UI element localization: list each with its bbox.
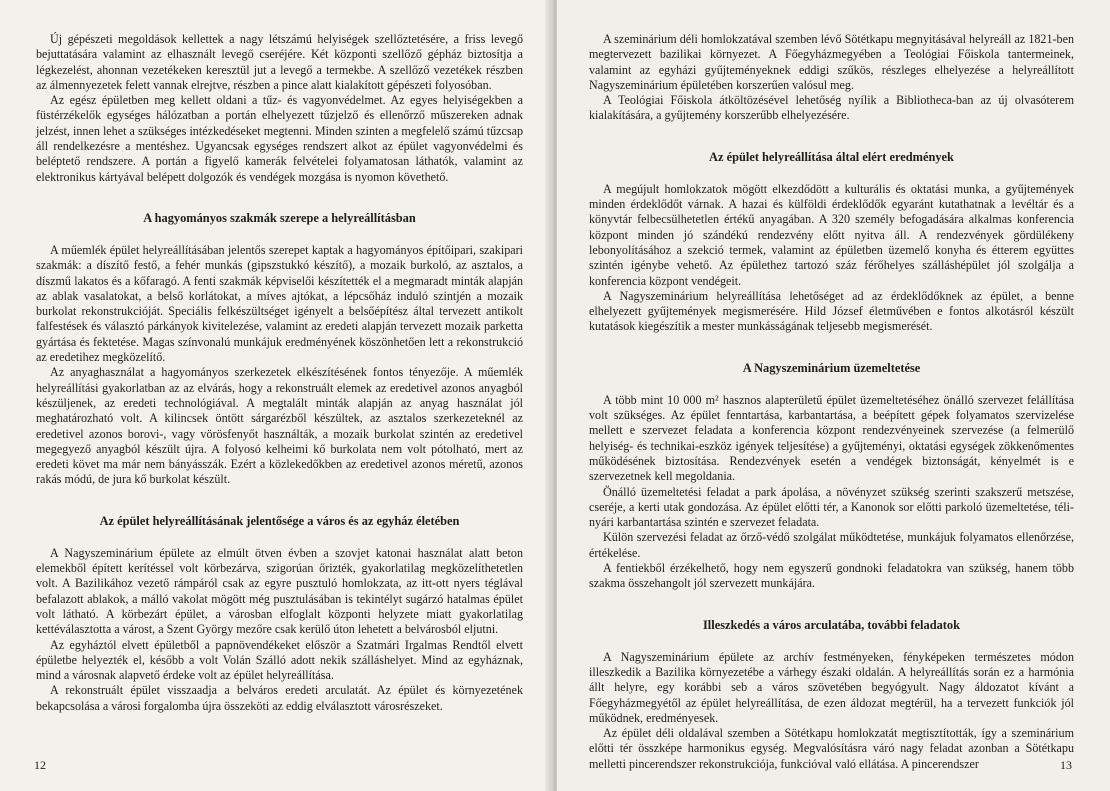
- left-paragraph-5: A Nagyszeminárium épülete az elmúlt ötven évben a szovjet katonai használat alatt beton elemekből épített kerítéssel volt körbezárva, szigorúan őrizték, gyakorlatilag megközelíthetetlen volt. A Bazilikához vezető rámpáról csak az egyre pusztuló homlokzata, az itt-ott nyers téglával befalazott ablakok, a málló vakolat mögött még pusztulásában is tekintélyt sugárzó hatalmas épület volt látható. A körbezárt épület, a városban elfoglalt központi helyzete miatt gyakorlatilag kettéválasztotta a várost, a Szent György mezőre csak kerülő úton lehetett a belvárosból eljutni.: [36, 545, 523, 637]
- left-paragraph-7: A rekonstruált épület visszaadja a belváros eredeti arculatát. Az épület és környezetének bekapcsolása a városi forgalomba újra összeköti az eddig elválasztott városrészeket.: [36, 683, 523, 713]
- right-paragraph-8: A fentiekből érzékelhető, hogy nem egyszerű gondnoki feladatokra van szükség, hanem több szakma összehangolt jól szervezett munkájára.: [589, 561, 1074, 591]
- left-heading-1: A hagyományos szakmák szerepe a helyreállításban: [143, 210, 416, 225]
- right-paragraph-1: A szeminárium déli homlokzatával szemben lévő Sötétkapu megnyitásával helyreáll az 1821-ben megtervezett bazilikai környezet. A Főegyházmegyében a Teológiai Főiskola tantermeinek, valamint az egyházi gyűjteményeknek eddigi szűkös, részleges elhelyezése a helyreállított Nagyszeminárium épületében korszerűen valósul meg.: [589, 32, 1074, 92]
- right-heading-3: Illeszkedés a város arculatába, további feladatok: [702, 617, 960, 632]
- right-heading-2: A Nagyszeminárium üzemeltetése: [742, 360, 921, 375]
- right-paragraph-4: A Nagyszeminárium helyreállítása lehetőséget ad az érdeklődőknek az épület, a benne elhelyezett gyűjtemények megismerésére. Hild József életművében e fontos alkotásról készült kutatások kiegészítik a mester munkásságának teljesebb megismerését.: [589, 288, 1074, 334]
- left-paragraph-4: Az anyaghasználat a hagyományos szerkezetek elkészítésének fontos tényezője. A műemlék helyreállítási gyakorlatban az az elvárás, hogy a rekonstruált elemek az eredetivel azonos anyagból készüljenek, az eredeti technológiával. A megtalált minták alapján az anyag használat jól meghatározható volt. A kilincsek öntött sárgarézből készültek, az asztalos szerkezeteknél az eredetivel azonos borovi-, vagy vörösfenyőt használták, a mozaik burkolat szintén az eredetivel megegyező anyagból készült újra. A folyosó kelheimi kő burkolata nem volt pótolható, mert az eredeti követ ma már nem bányásszák. Ezért a közlekedőkben az eredetivel azonos méretű, azonos rakás módú, de jura kő burkolat készült.: [36, 365, 523, 487]
- right-paragraph-3: A megújult homlokzatok mögött elkezdődött a kulturális és oktatási munka, a gyűjtemények minden érdeklődőt várnak. A hazai és külföldi érdeklődők egyaránt kutathatnak a levéltár és a könyvtár felbecsülhetetlen értékű anyagában. A 320 személy befogadására alkalmas konferencia központ minden jó szándékú rendezvény előtt nyitva áll. A rendezvények gördülékeny lebonyolításához a szekció termek, valamint az épületben üzemelő konyha és étterem együttes szintén igénybe vehető. Az épülethez tartozó száz férőhelyes szálláshépület jól szolgálja a konferencia központ vendégeit.: [589, 181, 1074, 288]
- left-heading-2: Az épület helyreállításának jelentősége a város és az egyház életében: [99, 513, 460, 528]
- left-paragraph-1: Új gépészeti megoldások kellettek a nagy létszámú helyiségek szellőztetésére, a friss levegő bejuttatására valamint az elhasznált levegő cseréjére. Két központi szellőző gépház biztosítja a légkezelést, ahonnan vezetékeken keresztül jut a levegő a termekbe. A szellőző vezetékek részben az álmennyezetek felett vannak elrejtve, részben a pince alatt kialakított gépészeti folyosóban.: [36, 32, 523, 92]
- right-page: [557, 0, 1110, 791]
- right-paragraph-7: Külön szervezési feladat az őrző-védő szolgálat működtetése, munkájuk folyamatos ellenőrzése, értékelése.: [589, 530, 1074, 560]
- right-paragraph-2: A Teológiai Főiskola átköltözésével lehetőség nyílik a Bibliotheca-ban az új olvasóterem kialakítására, a gyűjtemény korszerűbb elhelyezésére.: [589, 93, 1074, 123]
- left-page: [0, 0, 553, 791]
- right-paragraph-6: Önálló üzemeltetési feladat a park ápolása, a növényzet szükség szerinti szakszerű metszése, cseréje, a kerti utak gondozása. Az épület előtti tér, a Kanonok sor előtti parkoló üzemeltetése, téli-nyári karbantartása szintén e szervezet feladata.: [589, 484, 1074, 530]
- left-paragraph-2: Az egész épületben meg kellett oldani a tűz- és vagyonvédelmet. Az egyes helyiségekben a füstérzékelők egységes hálózatban a portán elhelyezett tűzjelző és ellenőrző műszereken adnak jelzést, innen lehet a szükséges intézkedéseket megtenni. Minden szinten a megfelelő számú tűzcsap áll rendelkezésre a mentéshez. Ugyancsak egységes rendszert alkot az épület vagyonvédelmi és beléptető rendszere. A portán a figyelő kamerák felvételei folyamatosan láthatók, valamint az elektronikus kártyával belépett dolgozók és vendégek mozgása is nyomon követhető.: [36, 93, 523, 184]
- page-number-left: 12: [34, 758, 46, 772]
- right-paragraph-10: Az épület déli oldalával szemben a Sötétkapu homlokzatát megtisztították, így a szeminárium előtti tér összképe harmonikus egység. Megvalósításra váró nagy feladat azonban a Sötétkapu melletti pincerendszer rekonstrukciója, funkcióval való ellátása. A pincerendszer: [589, 726, 1074, 771]
- page-number-right: 13: [1060, 758, 1072, 772]
- left-paragraph-3: A műemlék épület helyreállításában jelentős szerepet kaptak a hagyományos építőipari, szakipari szakmák: a díszítő festő, a fehér munkás (gipszstukkó készítő), a mozaik burkoló, az asztalos, a díszmű lakatos és a kőfaragó. A fenti szakmák képviselői készítették el a megmaradt minták alapján az ablak vasalatokat, a belső korlátokat, a míves ajtókat, a lépcsőház induló szintjén a mozaik burkolat rekonstrukcióját. Speciális felkészültséget igényelt a belsőépítész által tervezett antikolt falfestések és választó párkányok kivitelezése, valamint az eredeti alapján tervezett mozaik parketta gyártása és fektetése. Magas színvonalú munkájuk eredményének köszönhetően lett a rekonstrukció az eredetihez megközelítő.: [36, 242, 523, 365]
- right-paragraph-9: A Nagyszeminárium épülete az archív festményeken, fényképeken természetes módon illeszkedik a Bazilika környezetébe a várhegy északi oldalán. A helyreállítás során ez a harmónia állt helyre, egy korábbi seb a város szövetében begyógyult. Nagy áldozatot kívánt a Főegyházmegyétől az épület helyreállítása, de ezen áldozat megtérül, ha a tervezett funkciók jól működnek, eredményesek.: [589, 649, 1074, 725]
- right-heading-1: Az épület helyreállítása által elért eredmények: [709, 149, 954, 164]
- right-paragraph-5: A több mint 10 000 m² hasznos alapterületű épület üzemeltetéséhez önálló szervezet felállítása volt szükséges. Az épület fenntartása, karbantartása, a beépített gépek folyamatos szervizelése mellett e szervezet feladata a konferencia központ rendezvényeinek szervezése (a felmerülő helyiség- és technikai-eszköz igények teljesítése) a gyűjteményi, oktatási egységek zökkenőmentes működésének biztosítása. Rendezvények esetén a vendégek biztonságát, kényelmét is e szervezetnek kell megoldania.: [589, 392, 1074, 484]
- left-paragraph-6: Az egyháztól elvett épületből a papnövendékeket először a Szatmári Irgalmas Rendtől elvett épületbe helyezték el, később a volt Volán Szálló adott nekik szálláshelyet. Mind az egyháznak, mind a városnak alapvető érdeke volt az épület helyreállítása.: [36, 637, 523, 683]
